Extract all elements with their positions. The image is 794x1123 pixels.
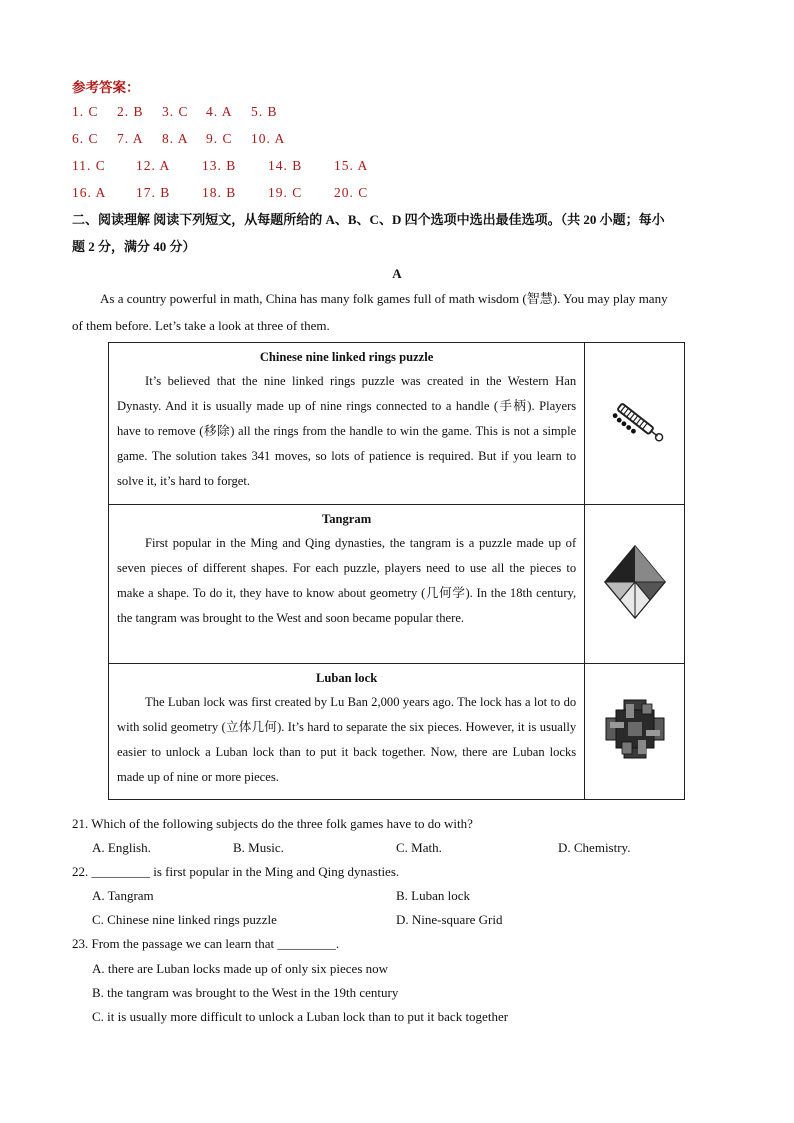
answer-row-2 — [72, 131, 285, 147]
game-description: It’s believed that the nine linked rings puzzle was created in the Western Han Dynasty. And it is usually made up of nine rings connected to a handle (手柄). Players have to remove (移除) all the rings from the handle to win the game. This is not a simple game. The solution takes 341 moves, so lots of patience is required. But if you learn to solve it, it’s hard to forget. — [117, 374, 577, 488]
answer-item: 12. A — [136, 158, 171, 173]
question-23-stem: 23. From the passage we can learn that _________. — [72, 936, 340, 951]
answer-item: 13. B — [202, 158, 237, 173]
q23-option-c: C. it is usually more difficult to unlock a Luban lock than to put it back together — [92, 1009, 509, 1024]
answer-item: 16. A — [72, 185, 107, 200]
answer-item: 17. B — [136, 185, 171, 200]
nine-linked-rings-illustration — [600, 389, 670, 453]
tangram-illustration — [603, 544, 667, 620]
q22-option-a: A. Tangram — [92, 888, 154, 903]
section-heading-line-1: 二、阅读理解 阅读下列短文，从每题所给的 A、B、C、D 四个选项中选出最佳选项。（共 20 小题；每小 — [72, 212, 665, 227]
answer-item: 18. B — [202, 185, 237, 200]
answer-item: 1. C — [72, 104, 99, 119]
q22-option-c: C. Chinese nine linked rings puzzle — [92, 912, 277, 927]
passage-label: A — [392, 266, 402, 281]
answer-row-4 — [72, 185, 368, 201]
game-description: First popular in the Ming and Qing dynasties, the tangram is a puzzle made up of seven pieces of different shapes. For each puzzle, players need to use all the pieces to make a shape. To do it, they have to know about geometry (几何学). In the 18th century, the tangram was brought to the West and soon became popular there. — [117, 536, 577, 625]
game-text-cell — [109, 505, 585, 664]
answer-item: 6. C — [72, 131, 99, 146]
answer-item: 14. B — [268, 158, 303, 173]
passage-intro-line-2: of them before. Let’s take a look at three of them. — [72, 318, 330, 333]
q21-option-a: A. English. — [92, 840, 151, 855]
q23-option-b: B. the tangram was brought to the West in the 19th century — [92, 985, 399, 1000]
folk-games-table — [108, 342, 685, 800]
game-title: Tangram — [321, 512, 372, 526]
q21-option-c: C. Math. — [396, 840, 442, 855]
q22-option-d: D. Nine-square Grid — [396, 912, 503, 927]
game-description: The Luban lock was first created by Lu Ban 2,000 years ago. The lock has a lot to do with solid geometry (立体几何). It’s hard to separate the six pieces. However, it is usually easier to unlock a Luban lock than to put it back together. Now, there are Luban locks made up of nine or more pieces. — [117, 695, 577, 784]
answer-item: 20. C — [334, 185, 369, 200]
game-text-cell — [109, 664, 585, 800]
passage-intro-line-1: As a country powerful in math, China has many folk games full of math wisdom (智慧). You may play many — [100, 291, 668, 306]
answer-item: 15. A — [334, 158, 369, 173]
q21-option-b: B. Music. — [233, 840, 284, 855]
game-image-cell — [585, 343, 685, 505]
answer-row-1 — [72, 104, 278, 120]
game-row-luban-lock — [109, 664, 685, 800]
game-title: Luban lock — [315, 671, 378, 685]
luban-lock-illustration — [602, 696, 668, 762]
q23-option-a: A. there are Luban locks made up of only six pieces now — [92, 961, 389, 976]
answer-item: 2. B — [117, 104, 144, 119]
answer-item: 7. A — [117, 131, 144, 146]
section-heading-line-2: 题 2 分，满分 40 分） — [72, 239, 196, 254]
answer-item: 11. C — [72, 158, 106, 173]
question-22-stem: 22. _________ is first popular in the Ming and Qing dynasties. — [72, 864, 400, 879]
answer-item: 10. A — [251, 131, 286, 146]
answer-item: 19. C — [268, 185, 303, 200]
q22-option-b: B. Luban lock — [396, 888, 471, 903]
game-image-cell — [585, 505, 685, 664]
answer-row-3 — [72, 158, 368, 174]
game-row-nine-rings — [109, 343, 685, 505]
answer-item: 3. C — [162, 104, 189, 119]
question-21-stem: 21. Which of the following subjects do the three folk games have to do with? — [72, 816, 473, 831]
answer-key-title: 参考答案： — [72, 80, 140, 95]
game-title: Chinese nine linked rings puzzle — [259, 350, 434, 364]
answer-item: 5. B — [251, 104, 278, 119]
game-image-cell — [585, 664, 685, 800]
answer-item: 8. A — [162, 131, 189, 146]
q21-option-d: D. Chemistry. — [558, 840, 631, 855]
game-text-cell — [109, 343, 585, 505]
game-row-tangram — [109, 505, 685, 664]
answer-item: 4. A — [206, 104, 233, 119]
answer-item: 9. C — [206, 131, 233, 146]
